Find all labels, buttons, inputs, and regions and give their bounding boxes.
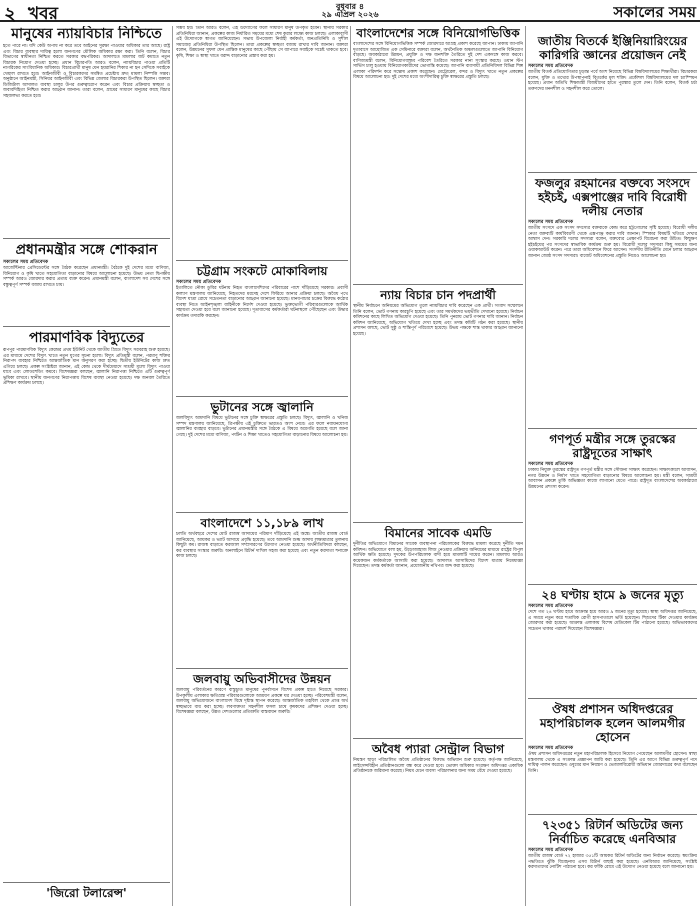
date-line — [290, 3, 410, 19]
article-revenue — [176, 516, 348, 666]
headline: চট্টগ্রাম সংকটে মোকাবিলায় — [196, 264, 328, 278]
article-justice — [3, 26, 170, 236]
article-body: স্থানীয় নির্বাচনে অনিয়মের অভিযোগ তুলে ন্যায়বিচার দাবি করেছেন এক প্রার্থী। সংবাদ সম্মেলনে তিনি বলেন, ভোট গণনায় কারচুপি হয়েছে এবং তার সমর্থকদের ভয়ভীতি দেখানো হয়েছে। নির্বাচন কমিশনের কাছে লিখিত অভিযোগ দেওয়া হয়েছে। তিনি পুনরায় ভোট গণনার দাবি জানান। নির্বাচন কমিশন জানিয়েছে, অভিযোগ খতিয়ে দেখা হচ্ছে এবং তদন্ত কমিটি গঠন করা হয়েছে। স্থানীয় প্রশাসন বলছে, ভোট সুষ্ঠু ও শান্তিপূর্ণ পরিবেশে হয়েছে। উভয় পক্ষকে শান্ত থাকার আহ্বান জানানো হয়েছে। — [353, 304, 523, 337]
column-divider — [525, 26, 526, 906]
article-body: সম্ভব হয়। তিনি আরও বলেন, এই উদ্যোগের ফলে সাধারণ মানুষ উপকৃত হবেন। স্থানীয় সরকার প্রতিনিধিরা জানান, প্রকল্পের কাজ নির্ধারিত সময়ের মধ্যে শেষ করার লক্ষ্যে কাজ চলছে। এলাকাবাসী এই উদ্যোগকে স্বাগত জানিয়েছেন। সভায় উপজেলা নির্বাহী কর্মকর্তা, জনপ্রতিনিধি ও সুশীল সমাজের প্রতিনিধিরা উপস্থিত ছিলেন। তারা প্রকল্পের স্বচ্ছতা বজায় রাখার দাবি জানান। বক্তারা বলেন, উন্নয়নের সুফল যেন প্রান্তিক মানুষের কাছে পৌঁছায় সে ব্যাপারে সবাইকে সচেষ্ট থাকতে হবে। কৃষি, শিক্ষা ও স্বাস্থ্য খাতে বরাদ্দ বাড়ানোর প্রস্তাব করা হয়। — [176, 26, 348, 59]
headline: জাতীয় বিতর্কে ইঞ্জিনিয়ারিংয়ের কারিগরি জ্ঞানের প্রয়োজন নেই — [537, 34, 688, 62]
masthead — [0, 0, 700, 25]
article-body: জাতীয় রাজস্ব বোর্ড ৭২ হাজার ৩৫১টি আয়কর রিটার্ন অডিটের জন্য নির্বাচন করেছে। স্বয়ংক্রিয় পদ্ধতিতে ঝুঁকি বিবেচনায় এসব রিটার্ন বাছাই করা হয়েছে। এনবিআর জানিয়েছে, সংশ্লিষ্ট করদাতাদের নোটিশ পাঠানো হবে। কর ফাঁকি রোধে এই উদ্যোগ নেওয়া হয়েছে বলে জানানো হয়। — [528, 854, 697, 871]
headline: গণপূর্ত মন্ত্রীর সঙ্গে তুরস্কের রাষ্ট্রদূতের সাক্ষাৎ — [549, 432, 676, 460]
divider — [176, 668, 348, 669]
article-body: হতে পারে না। যদি কেউ অপাধ না করে তবে আইনের সুরক্ষা পাওয়ার অধিকার তার আছে। রাষ্ট্র এবং বিচার ব্যবস্থার দায়িত্ব হলো জনগণের মৌলিক অধিকার রক্ষা করা। তিনি বলেন, বিচার বিভাগের স্বাধীনতা নিশ্চিত করতে সরকার বদ্ধপরিকর। আদালতে মামলার জট কমাতে নতুন বিচারক নিয়োগ দেওয়া হচ্ছে। প্রধান বিচারপতি আরও বলেন, ন্যায়বিচার পাওয়া প্রতিটি নাগরিকের সাংবিধানিক অধিকার। বিচারপ্রার্থী মানুষ যেন হয়রানির শিকার না হন সেদিকে সবাইকে খেয়াল রাখতে হবে। আইনজীবী ও বিচারকদের সমন্বিত প্রচেষ্টায় দ্রুত মামলা নিষ্পত্তি সম্ভব। অনুষ্ঠানে আইনমন্ত্রী, সিনিয়র আইনজীবী এবং বিভিন্ন জেলার বিচারকরা উপস্থিত ছিলেন। বক্তারা ডিজিটাল আদালত ব্যবস্থা চালুর উপর গুরুত্বারোপ করেন এবং বিচার প্রক্রিয়ায় স্বচ্ছতা ও জবাবদিহিতা নিশ্চিত করার আহ্বান জানান। তারা বলেন, গ্রামের সাধারণ মানুষের কাছে বিচার সহজলভ্য করতে হবে। — [3, 44, 170, 99]
day-label: বুধবার ৪ — [335, 2, 365, 11]
divider — [3, 326, 170, 327]
divider — [176, 512, 348, 513]
column-3 — [353, 26, 523, 906]
headline: ৭২৩৫১ রিটার্ন অডিটের জন্য নির্বাচিত করেছে এনবিআর — [542, 818, 683, 846]
newspaper-logo: সকালের সময় — [613, 3, 696, 21]
headline: অবৈধ প্যারা সেন্ট্রাল বিভাগ — [371, 742, 505, 756]
article-biman — [353, 526, 523, 736]
headline: মানুষের ন্যায়বিচার নিশ্চিতে — [11, 26, 162, 42]
article-drug-admin — [528, 702, 697, 812]
article-pm — [3, 242, 170, 324]
article-nuclear — [3, 330, 170, 880]
article-body: দুর্নীতির অভিযোগে বিমানের সাবেক ব্যবস্থাপনা পরিচালকের বিরুদ্ধে মামলা করেছে দুর্নীতি দমন কমিশন। অভিযোগে বলা হয়, উড়োজাহাজ লিজ নেওয়ার প্রক্রিয়ায় অনিয়মের মাধ্যমে রাষ্ট্রের বিপুল আর্থিক ক্ষতি হয়েছে। দুদকের উপপরিচালক বাদী হয়ে মামলাটি দায়ের করেন। মামলায় আরও কয়েকজন কর্মকর্তাকে আসামি করা হয়েছে। আদালত আসামিদের বিদেশ যাত্রায় নিষেধাজ্ঞা দিয়েছেন। তদন্ত কর্মকর্তা জানান, প্রয়োজনীয় নথিপত্র জব্দ করা হয়েছে। — [353, 542, 523, 570]
article-body: জাতীয় সংসদে এক সংসদ সদস্যের বক্তব্যকে কেন্দ্র করে হট্টগোলের সৃষ্টি হয়েছে। বিরোধী দলীয় নেতা বক্তব্যটি কার্যবিবরণী থেকে এক্সপাঞ্জ করার দাবি জানান। স্পিকার বিষয়টি খতিয়ে দেখার আশ্বাস দেন। সরকারি দলের সদস্যরা বলেন, বক্তব্যের প্রেক্ষাপট বিবেচনা করা উচিত। কিছুক্ষণ হইচইয়ের পর সংসদের স্বাভাবিক কার্যক্রম শুরু হয়। বিরোধী দলের সদস্যরা কিছু সময়ের জন্য ওয়াকআউট করেন। পরে তারা অধিবেশনে ফিরে আসেন। সংসদীয় রীতিনীতি মেনে চলার আহ্বান জানান জ্যেষ্ঠ সংসদ সদস্যরা। বাজেট অধিবেশনের প্রস্তুতি নিয়েও আলোচনা হয়। — [528, 226, 697, 259]
page-number: ২ — [4, 3, 17, 25]
article-nbr — [528, 818, 697, 906]
article-body: ইতালিতে নৌকা ডুবির ঘটনায় নিহত বাংলাদেশিদের পরিবারের পাশে দাঁড়িয়েছে সরকার। প্রবাসী কল্যাণ মন্ত্রণালয় জানিয়েছে, নিহতদের মরদেহ দেশে ফিরিয়ে আনার প্রক্রিয়া চলছে। অবৈধ পথে বিদেশ যাত্রা রোধে সচেতনতা বাড়ানোর আহ্বান জানানো হয়েছে। মানবপাচার চক্রের বিরুদ্ধে কঠোর ব্যবস্থা নিতে আইনশৃঙ্খলা বাহিনীকে নির্দেশ দেওয়া হয়েছে। ভুক্তভোগী পরিবারগুলোকে আর্থিক সহায়তা দেওয়া হবে বলে জানানো হয়েছে। দূতাবাসের কর্মকর্তারা ঘটনাস্থলে পৌঁছেছেন এবং উদ্ধার কার্যক্রম তদারকি করছেন। — [176, 286, 348, 319]
column-divider — [172, 26, 173, 906]
article-debate — [528, 34, 697, 170]
article-parliament — [528, 176, 697, 426]
headline: 'জিরো টলারেন্স' — [46, 886, 127, 900]
section-title: খবর — [28, 4, 58, 24]
article-investment — [353, 26, 523, 282]
reporter-line: সকালের সময় প্রতিবেদক — [528, 462, 574, 467]
article-body: চলতি অর্থবছরে দেশের মোট রাজস্ব আদায়ের পরিমাণ দাঁড়িয়েছে এই অঙ্কে। জাতীয় রাজস্ব বোর্ড জানিয়েছে, আয়কর ও ভ্যাট আদায়ে প্রবৃদ্ধি হয়েছে। তবে আমদানি শুল্ক আদায় লক্ষ্যমাত্রার তুলনায় কিছুটা কম। রাজস্ব বাড়াতে করজাল সম্প্রসারণের উদ্যোগ নেওয়া হয়েছে। অর্থনীতিবিদরা বলছেন, কর ব্যবস্থার সংস্কার জরুরি। অনলাইনে রিটার্ন দাখিল সহজ করা হয়েছে এবং নতুন করদাতা শনাক্তে কাজ চলছে। — [176, 532, 348, 560]
article-illegal — [353, 742, 523, 906]
headline: ভুটানের সঙ্গে জ্বালানি — [210, 400, 314, 414]
divider — [528, 698, 697, 699]
reporter-line: সকালের সময় প্রতিবেদক — [528, 848, 574, 853]
reporter-line: সকালের সময় প্রতিবেদক — [528, 64, 574, 69]
article-bhutan — [176, 400, 348, 510]
divider — [528, 814, 697, 815]
article-body: রূপপুর পারমাণবিক বিদ্যুৎ কেন্দ্রের প্রথম ইউনিট থেকে জাতীয় গ্রিডে বিদ্যুৎ সরবরাহ শুরু হয়েছে। এর মাধ্যমে দেশের বিদ্যুৎ খাতে নতুন যুগের সূচনা হলো। বিদ্যুৎ প্রতিমন্ত্রী বলেন, পরমাণু শক্তির নিরাপদ ব্যবহার নিশ্চিতে আন্তর্জাতিক মান অনুসরণ করা হচ্ছে। দ্বিতীয় ইউনিটের কাজ দ্রুত এগিয়ে চলছে। প্রকল্প সংশ্লিষ্টরা জানান, এই কেন্দ্র থেকে দীর্ঘমেয়াদে সাশ্রয়ী মূল্যে বিদ্যুৎ পাওয়া যাবে এবং লোডশেডিং কমবে। বিশেষজ্ঞরা বলছেন, জ্বালানি নিরাপত্তা নিশ্চিতে এটি গুরুত্বপূর্ণ ভূমিকা রাখবে। স্থানীয় জনগণের নিরাপত্তায় বিশেষ ব্যবস্থা নেওয়া হয়েছে। দক্ষ জনবল তৈরিতে প্রশিক্ষণ কার্যক্রম চলছে। — [3, 348, 170, 387]
divider — [353, 522, 523, 523]
article-chattogram — [176, 264, 348, 394]
divider — [176, 260, 348, 261]
article-body: জাতীয় বিতর্ক প্রতিযোগিতার চূড়ান্ত পর্বে অংশ নিয়েছে বিভিন্ন বিশ্ববিদ্যালয়ের শিক্ষার্থীরা। বিচারকরা বলেন, যুক্তি ও তথ্যের উপস্থাপনাই বিতর্কের মূল শক্তি। প্রকৌশল বিশ্ববিদ্যালয়ের দল চ্যাম্পিয়ন হয়েছে। প্রধান অতিথি শিক্ষামন্ত্রী বিজয়ীদের হাতে পুরস্কার তুলে দেন। তিনি বলেন, বিতর্ক চর্চা তরুণদের মননশীল ও সহনশীল করে তোলে। — [528, 70, 697, 92]
headline: বাংলাদেশের সঙ্গে বিনিয়োগভিত্তিক — [356, 26, 520, 40]
divider — [528, 584, 697, 585]
reporter-line: সকালের সময় প্রতিবেদক — [528, 604, 574, 609]
reporter-line: সকালের সময় প্রতিবেদক — [528, 220, 574, 225]
column-divider — [350, 26, 351, 906]
headline: বাংলাদেশে ১১,১৮৯ লাখ — [200, 516, 324, 530]
article-continued — [176, 26, 348, 258]
article-body: জলবায়ু পরিবর্তনের কারণে বাস্তুচ্যুত মানুষের পুনর্বাসনে বিশেষ প্রকল্প হাতে নিয়েছে সরকার। উপকূলীয় এলাকার ক্ষতিগ্রস্ত পরিবারগুলোকে আশ্রয়ণ প্রকল্পে ঘর দেওয়া হচ্ছে। পরিবেশমন্ত্রী বলেন, জলবায়ু অভিযোজনে বাংলাদেশ বিশ্বে দৃষ্টান্ত স্থাপন করেছে। আন্তর্জাতিক তহবিল থেকে প্রাপ্ত অর্থ স্বচ্ছভাবে ব্যয় করা হচ্ছে। লবণাক্ততা সহনশীল ফসল চাষে কৃষকদের প্রশিক্ষণ দেওয়া হচ্ছে। বিশেষজ্ঞরা বলছেন, উন্নত দেশগুলোর প্রতিশ্রুতি বাস্তবায়ন জরুরি। — [176, 688, 348, 716]
headline: ন্যায় বিচার চান পদপ্রার্থী — [380, 288, 496, 302]
divider — [3, 882, 170, 883]
divider — [528, 428, 697, 429]
article-body: দেশে গত ২৪ ঘণ্টায় হামে আক্রান্ত হয়ে আরও ৯ জনের মৃত্যু হয়েছে। স্বাস্থ্য অধিদপ্তর জানিয়েছে, এ সময়ে নতুন করে শতাধিক রোগী হাসপাতালে ভর্তি হয়েছেন। শিশুদের টিকা দেওয়ার কার্যক্রম জোরদার করা হয়েছে। আক্রান্ত এলাকায় বিশেষ মেডিকেল টিম পাঠানো হয়েছে। অভিভাবকদের সচেতন থাকার পরামর্শ দিয়েছেন বিশেষজ্ঞরা। — [528, 610, 697, 632]
divider — [353, 284, 523, 285]
reporter-line: সকালের সময় প্রতিবেদক — [3, 260, 49, 265]
divider — [353, 738, 523, 739]
article-climate — [176, 672, 348, 906]
column-2 — [176, 26, 348, 906]
headline: ঔষধ প্রশাসন অধিদপ্তরের মহাপরিচালক হলেন আলমগীর হোসেন — [539, 702, 685, 744]
article-body: নিয়ন্ত্রণ ছাড়া পরিচালিত অবৈধ প্রতিষ্ঠানের বিরুদ্ধে অভিযান শুরু হয়েছে। কর্তৃপক্ষ জানিয়েছে, লাইসেন্সবিহীন প্রতিষ্ঠানগুলো বন্ধ করে দেওয়া হবে। ভোক্তা অধিকার সংরক্ষণ অধিদপ্তর একাধিক প্রতিষ্ঠানকে জরিমানা করেছে। নিয়ম মেনে ব্যবসা পরিচালনার জন্য সময় বেঁধে দেওয়া হয়েছে। — [353, 758, 523, 775]
headline: ফজলুর রহমানের বক্তব্যে সংসদে হইচই, এক্সপাঞ্জের দাবি বিরোধী দলীয় নেতার — [535, 176, 690, 218]
column-1 — [3, 26, 170, 906]
headline: ২৪ ঘণ্টায় হামে ৯ জনের মৃত্যু — [541, 588, 684, 602]
article-body: ঢাকায় নিযুক্ত তুরস্কের রাষ্ট্রদূত গণপূর্ত মন্ত্রীর সঙ্গে সৌজন্য সাক্ষাৎ করেছেন। সাক্ষাৎকালে আবাসন, নগর উন্নয়ন ও নির্মাণ খাতে সহযোগিতা বাড়ানোর বিষয়ে আলোচনা হয়। মন্ত্রী বলেন, সাশ্রয়ী আবাসন প্রকল্পে তুর্কি অভিজ্ঞতা কাজে লাগানো যেতে পারে। রাষ্ট্রদূত বাংলাদেশের অবকাঠামো উন্নয়নের প্রশংসা করেন। — [528, 468, 697, 490]
divider — [3, 238, 170, 239]
article-body: ঔষধ প্রশাসন অধিদপ্তরের নতুন মহাপরিচালক হিসেবে নিয়োগ পেয়েছেন আলমগীর হোসেন। স্বাস্থ্য মন্ত্রণালয় থেকে এ সংক্রান্ত প্রজ্ঞাপন জারি করা হয়েছে। তিনি এর আগে বিভিন্ন গুরুত্বপূর্ণ পদে দায়িত্ব পালন করেছেন। ওষুধের মান নিয়ন্ত্রণ ও ভেজালবিরোধী অভিযান জোরদারের কথা বলেছেন তিনি। — [528, 752, 697, 774]
article-body: আর্জেন্টিনার প্রেসিডেন্টের সঙ্গে বৈঠক করেছেন প্রধানমন্ত্রী। বৈঠকে দুই দেশের মধ্যে বাণিজ্য, বিনিয়োগ ও কৃষি খাতে সহযোগিতা বাড়ানোর বিষয়ে আলোচনা হয়েছে। উভয় নেতা দ্বিপক্ষীয় সম্পর্ক আরও জোরদার করার প্রত্যয় ব্যক্ত করেন। প্রধানমন্ত্রী বলেন, বাংলাদেশ সব দেশের সঙ্গে বন্ধুত্বপূর্ণ সম্পর্ক বজায় রাখতে চায়। — [3, 266, 170, 288]
headline: বিমানের সাবেক এমডি — [384, 526, 492, 540]
article-body: বাংলাদেশের সঙ্গে বিনিয়োগভিত্তিক সম্পর্ক জোরদারে আগ্রহ প্রকাশ করেছে জাপান। ঢাকায় জাপানি দূতাবাসে আয়োজিত এক সেমিনারে বক্তারা বলেন, অর্থনৈতিক অঞ্চলগুলোতে জাপানি বিনিয়োগ বাড়ছে। অবকাঠামো উন্নয়ন, প্রযুক্তি ও দক্ষ জনশক্তি তৈরিতে দুই দেশ একসঙ্গে কাজ করবে। বাণিজ্যমন্ত্রী বলেন, বিনিয়োগবান্ধব পরিবেশ তৈরিতে সরকার নানা সংস্কার করছে। ওয়ান স্টপ সার্ভিস চালু হওয়ায় বিনিয়োগকারীদের ভোগান্তি কমেছে। জাপানি ব্যবসায়ী প্রতিনিধিদল বিভিন্ন শিল্প এলাকা পরিদর্শন করে সন্তোষ প্রকাশ করেছেন। মেট্রোরেল, বন্দর ও বিদ্যুৎ খাতে নতুন প্রকল্পের বিষয়ে আলোচনা হয়। দুই দেশের মধ্যে অংশীদারিত্ব চুক্তি স্বাক্ষরের প্রস্তুতি চলছে। — [353, 42, 523, 81]
article-turkey — [528, 432, 697, 582]
article-measles — [528, 588, 697, 696]
reporter-line: সকালের সময় প্রতিবেদক — [528, 746, 574, 751]
divider — [528, 172, 697, 173]
article-zero-tolerance — [3, 886, 170, 906]
divider — [176, 396, 348, 397]
date-label: ২৯ এপ্রিল ২০২৬ — [321, 10, 379, 19]
headline: জলবায়ু অভিবাসীদের উন্নয়ন — [193, 672, 331, 686]
article-candidate — [353, 288, 523, 520]
reporter-line: সকালের সময় প্রতিবেদক — [176, 280, 222, 285]
column-4 — [528, 26, 697, 906]
headline: প্রধানমন্ত্রীর সঙ্গে শোকরান — [15, 242, 158, 258]
headline: পারমাণবিক বিদ্যুতের — [28, 330, 145, 346]
article-body: জলবিদ্যুৎ আমদানি বিষয়ে ভুটানের সঙ্গে চুক্তি স্বাক্ষরের প্রস্তুতি চলছে। বিদ্যুৎ, জ্বালানি ও খনিজ সম্পদ মন্ত্রণালয় জানিয়েছে, ত্রিপক্ষীয় এই চুক্তিতে ভারতও অংশ নেবে। এর ফলে নবায়নযোগ্য জ্বালানির ব্যবহার বাড়বে। ভুটানের প্রধানমন্ত্রীর সঙ্গে বৈঠকে এ বিষয়ে অগ্রগতি হয়েছে বলে জানা গেছে। দুই দেশের মধ্যে বাণিজ্য, পর্যটন ও শিক্ষা খাতেও সহযোগিতা বাড়ানোর বিষয়ে আলোচনা হয়। — [176, 416, 348, 438]
